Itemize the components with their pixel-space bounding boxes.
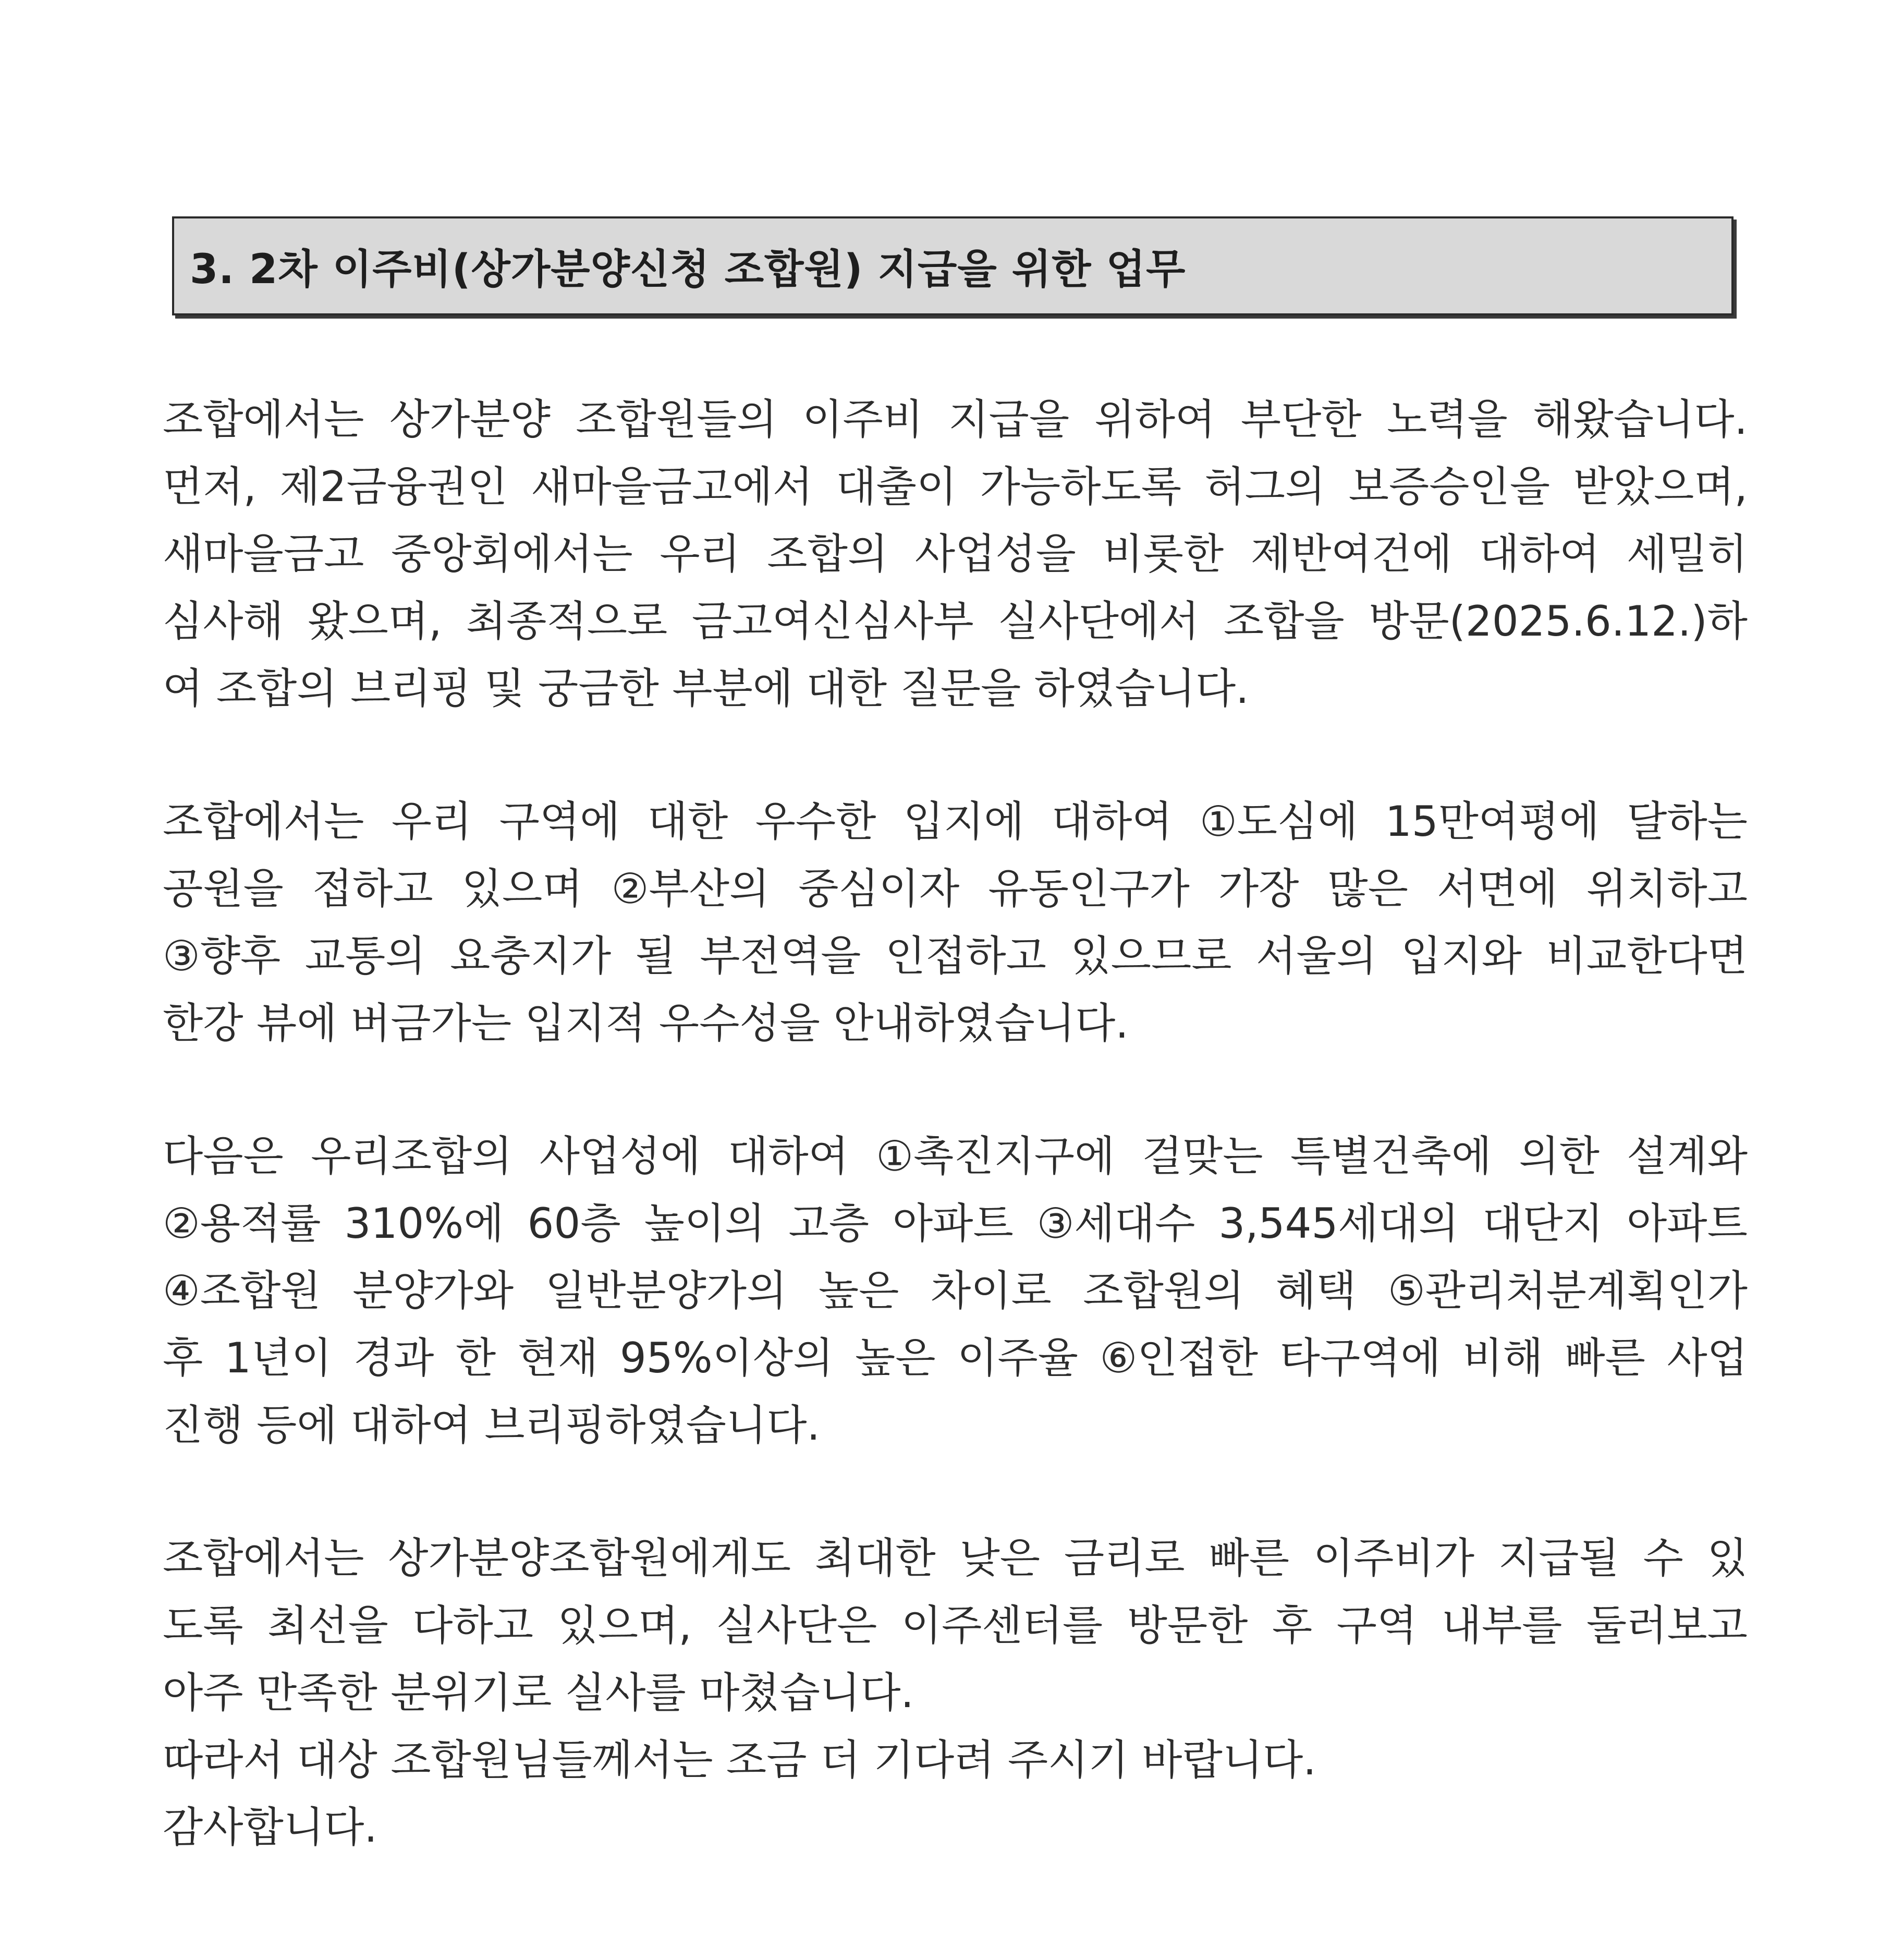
- word: 조합에서는: [163, 797, 364, 846]
- word: 이주율: [957, 1334, 1078, 1382]
- section-title-box: [172, 216, 1734, 315]
- word: 제2금융권인: [279, 462, 508, 511]
- text-line: 감사합니다.: [163, 1803, 377, 1852]
- text-line: [163, 1257, 1748, 1324]
- word: 교통의: [304, 932, 426, 980]
- word: 있: [1707, 1534, 1748, 1582]
- word: 입지에: [903, 797, 1024, 846]
- word: 최선을: [267, 1601, 388, 1650]
- word: 높이의: [644, 1199, 765, 1248]
- word: 고층: [788, 1199, 869, 1248]
- text-line: [163, 855, 1748, 922]
- word: 아파트: [892, 1199, 1014, 1248]
- word: 허그의: [1204, 462, 1326, 511]
- word: 대단지: [1482, 1199, 1604, 1248]
- word: 노력을: [1386, 395, 1508, 444]
- word: 조합에서는: [163, 395, 364, 444]
- word: 상가분양조합원에게도: [388, 1534, 791, 1582]
- word: ③세대수: [1036, 1199, 1195, 1248]
- word: 구역에: [499, 797, 620, 846]
- word: 설계와: [1627, 1132, 1748, 1180]
- text-line: [163, 1123, 1748, 1190]
- word: 다하고: [412, 1601, 534, 1650]
- text-line: [163, 1525, 1748, 1592]
- word: 조합에서는: [163, 1534, 364, 1582]
- word: 있으며,: [557, 1601, 692, 1650]
- word: 우수한: [755, 797, 876, 846]
- word: 새마을금고: [163, 530, 364, 578]
- word: 금고여신심사부: [691, 597, 974, 646]
- word: 조합원의: [1083, 1267, 1244, 1315]
- word: 될: [635, 932, 676, 980]
- word: 특별건축에: [1290, 1132, 1492, 1180]
- word: 비해: [1462, 1334, 1543, 1382]
- text-line: 아주 만족한 분위기로 실사를 마쳤습니다.: [163, 1669, 914, 1717]
- word: 조합의: [767, 530, 888, 578]
- word: 낮은: [959, 1534, 1041, 1582]
- text-line: [163, 453, 1748, 520]
- word: 위하여: [1094, 395, 1216, 444]
- word: 대출이: [836, 462, 957, 511]
- word: 이주센터를: [901, 1601, 1103, 1650]
- word: 왔으며,: [308, 597, 442, 646]
- word: 방문(2025.6.12.)하: [1369, 597, 1748, 646]
- word: 지급을: [948, 395, 1070, 444]
- word: 상가분양: [389, 395, 551, 444]
- word: 대한: [647, 797, 728, 846]
- word: 한: [455, 1334, 496, 1382]
- word: 타구역에: [1279, 1334, 1441, 1382]
- word: 가장: [1218, 865, 1299, 913]
- word: 조합을: [1223, 597, 1345, 646]
- word: 먼저,: [163, 462, 257, 511]
- word: 부단한: [1240, 395, 1362, 444]
- word: 분양가와: [352, 1267, 514, 1315]
- word: 차이로: [930, 1267, 1052, 1315]
- word: 310%에: [344, 1199, 504, 1248]
- paragraph-2: [163, 788, 1748, 1057]
- word: 부전역을: [700, 932, 861, 980]
- word: 실사단은: [716, 1601, 877, 1650]
- word: ③향후: [163, 932, 281, 980]
- word: 다음은: [163, 1132, 284, 1180]
- word: 해왔습니다.: [1533, 395, 1748, 444]
- text-line: [163, 386, 1748, 453]
- word: 도록: [163, 1601, 243, 1650]
- word: 높은: [855, 1334, 936, 1382]
- word: 요충지가: [450, 932, 612, 980]
- word: 현재: [517, 1334, 599, 1382]
- word: 제반여건에: [1250, 530, 1453, 578]
- text-line: 여 조합의 브리핑 및 궁금한 부분에 대한 질문을 하였습니다.: [163, 664, 1249, 713]
- word: 걸맞는: [1142, 1132, 1263, 1180]
- text-line: [163, 1592, 1748, 1659]
- word: 95%이상의: [619, 1334, 834, 1382]
- word: 대하여: [728, 1132, 849, 1180]
- word: 새마을금고에서: [531, 462, 813, 511]
- word: 우리: [660, 530, 740, 578]
- word: 중심이자: [798, 865, 960, 913]
- word: ②용적률: [163, 1199, 321, 1248]
- word: ①도심에: [1199, 797, 1358, 846]
- word: 높은: [818, 1267, 899, 1315]
- word: 서울의: [1255, 932, 1377, 980]
- word: 보증승인을: [1348, 462, 1551, 511]
- word: 15만여평에: [1385, 797, 1600, 846]
- word: 우리조합의: [311, 1132, 512, 1180]
- paragraph-4: [163, 1525, 1748, 1861]
- word: 이주비: [802, 395, 923, 444]
- word: 최대한: [814, 1534, 936, 1582]
- text-line: 진행 등에 대하여 브리핑하였습니다.: [163, 1401, 820, 1450]
- text-line: 따라서 대상 조합원님들께서는 조금 더 기다려 주시기 바랍니다.: [163, 1736, 1316, 1784]
- text-line: [163, 922, 1748, 990]
- word: 후: [163, 1334, 203, 1382]
- text-line: [163, 1324, 1748, 1392]
- word: 이주비가: [1313, 1534, 1475, 1582]
- word: 대하여: [1051, 797, 1173, 846]
- word: 수: [1643, 1534, 1683, 1582]
- text-line: [163, 1190, 1748, 1257]
- word: 심사해: [163, 597, 284, 646]
- word: 방문한: [1127, 1601, 1248, 1650]
- word: 세밀히: [1627, 530, 1748, 578]
- word: 대하여: [1479, 530, 1600, 578]
- word: 사업성에: [539, 1132, 701, 1180]
- word: 빠른: [1565, 1334, 1645, 1382]
- text-line: [163, 588, 1748, 655]
- word: 중앙회에서는: [390, 530, 633, 578]
- word: 금리로: [1064, 1534, 1185, 1582]
- word: 실사단에서: [998, 597, 1200, 646]
- word: 유동인구가: [988, 865, 1190, 913]
- word: 혜택: [1275, 1267, 1357, 1315]
- word: 많은: [1327, 865, 1408, 913]
- word: 구역: [1336, 1601, 1418, 1650]
- word: 지급될: [1498, 1534, 1619, 1582]
- word: 1년이: [224, 1334, 332, 1382]
- word: 접하고: [312, 865, 433, 913]
- word: 일반분양가의: [545, 1267, 787, 1315]
- word: 비롯한: [1103, 530, 1224, 578]
- word: 둘러보고: [1586, 1601, 1748, 1650]
- paragraph-3: [163, 1123, 1748, 1459]
- word: 비교한다면: [1546, 932, 1748, 980]
- word: ⑤관리처분계획인가: [1387, 1267, 1748, 1315]
- word: 달하는: [1627, 797, 1748, 846]
- word: ①촉진지구에: [876, 1132, 1115, 1180]
- word: 우리: [391, 797, 472, 846]
- word: 내부를: [1441, 1601, 1563, 1650]
- word: 받았으며,: [1573, 462, 1748, 511]
- word: 위치하고: [1586, 865, 1748, 913]
- word: 사업: [1667, 1334, 1748, 1382]
- paragraph-1: [163, 386, 1748, 722]
- word: 가능하도록: [980, 462, 1182, 511]
- word: 있으며: [461, 865, 583, 913]
- section-title: 3. 2차 이주비(상가분양신청 조합원) 지급을 위한 업무: [190, 246, 1186, 293]
- word: 조합원들의: [576, 395, 777, 444]
- word: 인접하고: [885, 932, 1046, 980]
- word: 3,545세대의: [1218, 1199, 1459, 1248]
- word: 경과: [353, 1334, 434, 1382]
- word: ②부산의: [611, 865, 770, 913]
- word: 후: [1272, 1601, 1313, 1650]
- word: 의한: [1519, 1132, 1600, 1180]
- word: 아파트: [1627, 1199, 1748, 1248]
- word: 입지와: [1401, 932, 1522, 980]
- word: 사업성을: [914, 530, 1076, 578]
- body-text: [163, 386, 1748, 1861]
- word: 서면에: [1437, 865, 1558, 913]
- text-line: [163, 788, 1748, 855]
- word: 있으므로: [1070, 932, 1232, 980]
- word: 최종적으로: [466, 597, 668, 646]
- word: 공원을: [163, 865, 284, 913]
- text-line: [163, 520, 1748, 588]
- word: 60층: [527, 1199, 621, 1248]
- word: ④조합원: [163, 1267, 321, 1315]
- text-line: 한강 뷰에 버금가는 입지적 우수성을 안내하였습니다.: [163, 999, 1129, 1048]
- word: ⑥인접한: [1100, 1334, 1259, 1382]
- word: 빠른: [1209, 1534, 1290, 1582]
